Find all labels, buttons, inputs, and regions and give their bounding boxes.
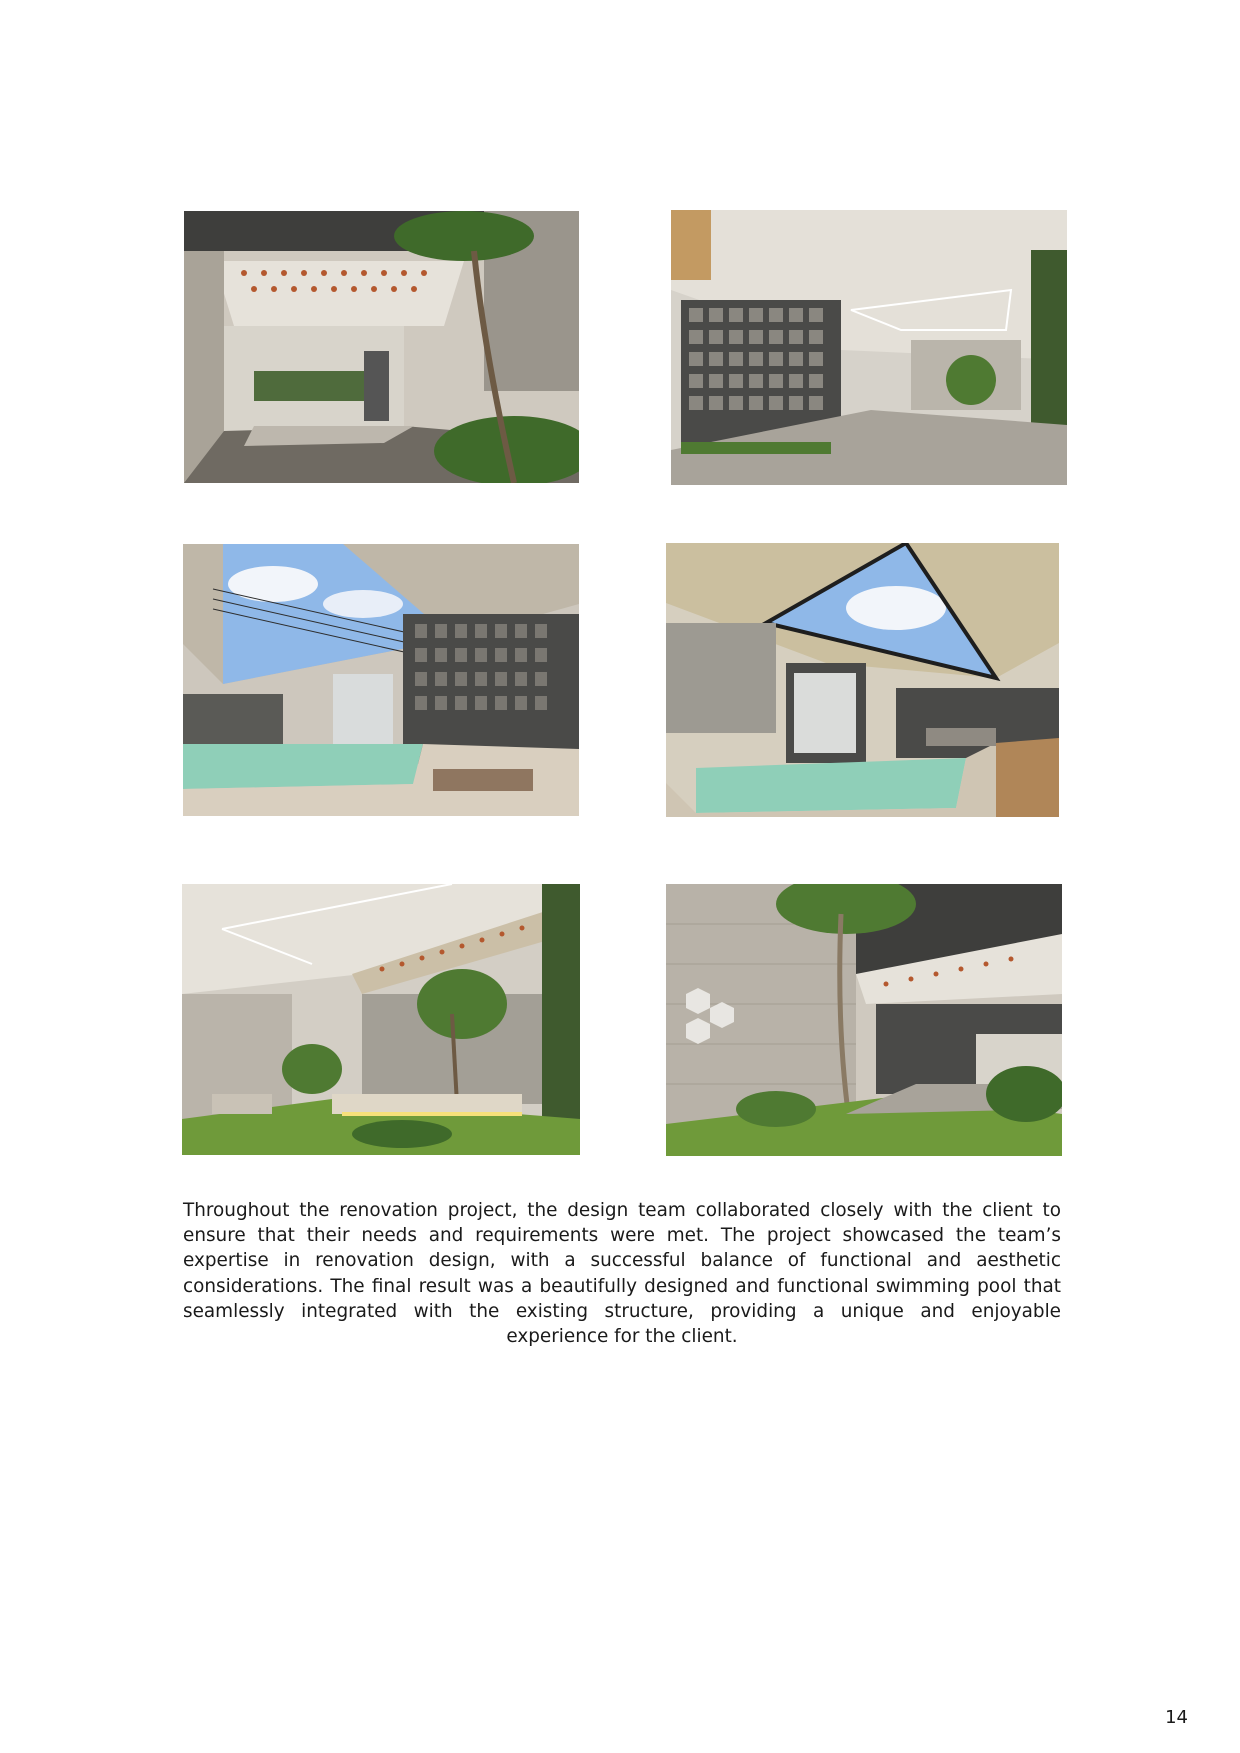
project-description: Throughout the renovation project, the design team collaborated closely with the client to ensure that their needs and requirements were met. The project showcased the team’s expertise in renovation design, with a successful balance of functional and aesthetic considerations. The final result was a beautifully designed and functional swimming pool that seamlessly integrated with the existing structure, providing a unique and enjoyable experience for the client. bbox=[183, 1200, 1061, 1348]
page-number: 14 bbox=[1165, 1707, 1188, 1728]
architectural-render-garage bbox=[671, 210, 1067, 485]
architectural-render-pool-sky bbox=[183, 544, 579, 816]
architectural-render-entrance bbox=[184, 211, 579, 483]
architectural-render-pool-waterfall bbox=[666, 543, 1059, 817]
architectural-render-garden-terrace bbox=[182, 884, 580, 1155]
architectural-render-courtyard-tree bbox=[666, 884, 1062, 1156]
